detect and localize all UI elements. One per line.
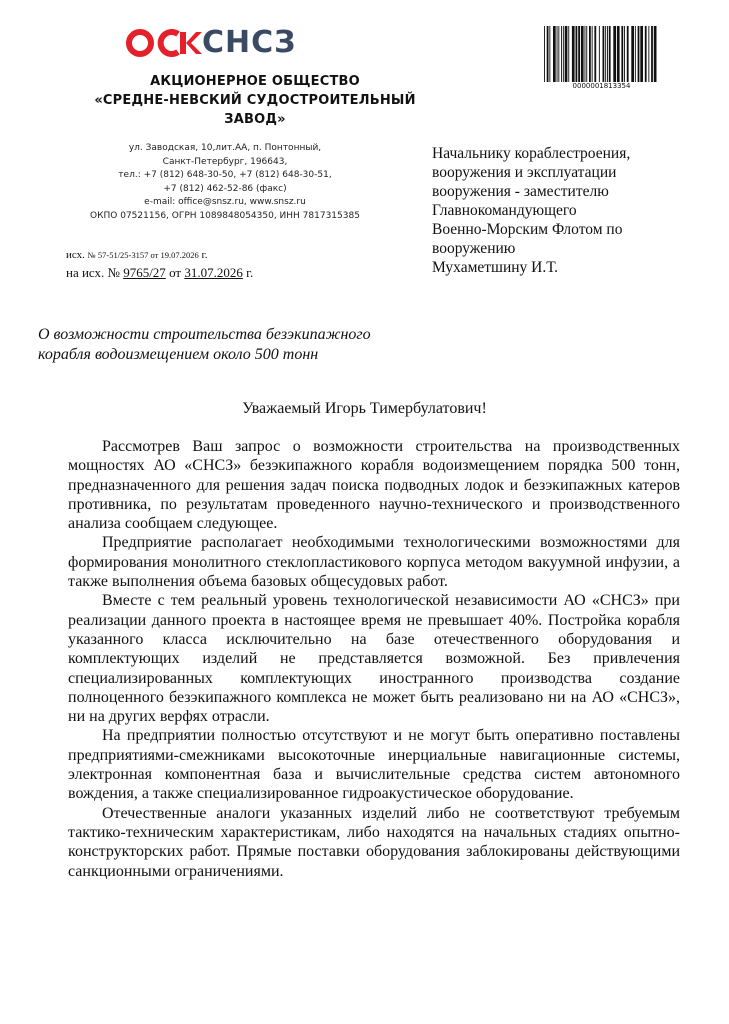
- company-logo: [126, 24, 297, 62]
- addressee-line: вооружению: [432, 240, 516, 257]
- barcode-bar: [576, 26, 578, 82]
- barcode-bar: [572, 26, 575, 82]
- barcode-bar: [654, 26, 657, 82]
- barcode-number: 0000001813354: [572, 82, 631, 90]
- barcode-bar: [651, 26, 653, 82]
- barcode-bar: [627, 26, 629, 82]
- salutation: Уважаемый Игорь Тимербулатович!: [242, 400, 487, 417]
- barcode-bar: [613, 26, 616, 82]
- addressee-line: Главнокомандующего: [432, 202, 577, 219]
- barcode-bar: [561, 26, 562, 82]
- addressee-line: Военно-Морским Флотом по: [432, 221, 623, 238]
- barcode: [543, 26, 660, 82]
- barcode-bar: [624, 26, 625, 82]
- contact-line: ул. Заводская, 10,лит.АА, п. Понтонный,: [128, 143, 322, 153]
- barcode-bar: [544, 26, 545, 82]
- barcode-bar: [581, 26, 584, 82]
- incoming-mid: от: [169, 265, 182, 280]
- outgoing-suffix: г.: [201, 249, 208, 261]
- incoming-number: 9765/27: [123, 265, 166, 280]
- barcode-bar: [635, 26, 636, 82]
- incoming-date: 31.07.2026: [184, 265, 243, 280]
- barcode-bar: [549, 26, 550, 82]
- body-paragraph: Предприятие располагает необходимыми технологическими возможностями для формирования монолитного стеклопластикового корпуса методом вакуумной инфузии, а также выполнения объема базовых общесудовых работ.: [68, 534, 680, 591]
- incoming-reference: [66, 265, 253, 281]
- barcode-bar: [565, 26, 568, 82]
- contact-line: +7 (812) 462-52-86 (факс): [163, 183, 287, 194]
- subject-line: корабля водоизмещением около 500 тонн: [38, 346, 319, 363]
- barcode-bar: [563, 26, 564, 82]
- body-paragraph: На предприятии полностью отсутствуют и не могут быть оперативно поставлены предприятиями-смежниками высокоточные инерциальные навигационные системы, электронная компонентная база и вычислительные средства систем автономного вождения, а также специализированное гидроакустическое оборудование.: [68, 727, 680, 803]
- barcode-bar: [557, 26, 558, 82]
- contact-line: Санкт-Петербург, 196643,: [162, 156, 288, 167]
- company-line-1: АКЦИОНЕРНОЕ ОБЩЕСТВО: [150, 74, 360, 89]
- barcode-bar: [586, 26, 587, 82]
- barcode-bar: [589, 26, 591, 82]
- barcode-bar: [631, 26, 634, 82]
- body-paragraph: Отечественные аналоги указанных изделий либо не соответствуют требуемым тактико-техническим характеристикам, либо находятся на начальных стадиях опытно-конструкторских работ. Прямые поставки оборудования заблокированы действующими санкционными ограничениями.: [68, 804, 680, 880]
- letter-body: [68, 437, 680, 881]
- barcode-bar: [553, 26, 556, 82]
- outgoing-reference: [66, 249, 208, 261]
- barcode-bar: [621, 26, 623, 82]
- barcode-bar: [645, 26, 647, 82]
- contact-line: e-mail: office@snsz.ru, www.snsz.ru: [144, 197, 306, 208]
- addressee-line: вооружения - заместителю: [432, 183, 609, 200]
- barcode-bar: [609, 26, 611, 82]
- contact-line: тел.: +7 (812) 648-30-50, +7 (812) 648-30-51,: [118, 170, 332, 181]
- barcode-bar: [605, 26, 606, 82]
- body-paragraph: Вместе с тем реальный уровень технологической независимости АО «СНСЗ» при реализации данного проекта в настоящее время не превышает 40%. Постройка корабля указанного класса исключительно на базе отечественного оборудования и комплектующих изделий не представляется возможной. Без привлечения специализированных комплектующих иностранного производства создание полноценного безэкипажного комплекса не может быть реализовано ни на АО «СНСЗ», ни на других верфях отрасли.: [68, 592, 680, 726]
- barcode-bar: [592, 26, 593, 82]
- contact-line: ОКПО 07521156, ОГРН 1089848054350, ИНН 7817315385: [90, 210, 360, 221]
- barcode-bar: [607, 26, 608, 82]
- company-line-2: «СРЕДНЕ-НЕВСКИЙ СУДОСТРОИТЕЛЬНЫЙ ЗАВОД»: [94, 93, 416, 127]
- barcode-bar: [547, 26, 549, 82]
- addressee-line: вооружения и эксплуатации: [432, 164, 617, 181]
- barcode-bar: [599, 26, 600, 82]
- incoming-suffix: г.: [246, 265, 254, 280]
- letter-subject: [38, 325, 468, 365]
- barcode-bar: [585, 26, 586, 82]
- barcode-bar: [638, 26, 640, 82]
- addressee-line: Мухаметшину И.Т.: [432, 259, 559, 276]
- subject-line: О возможности строительства безэкипажного: [38, 326, 371, 343]
- barcode-bar: [617, 26, 620, 82]
- incoming-prefix: на исх. №: [66, 265, 120, 280]
- barcode-bar: [640, 26, 643, 82]
- barcode-bar: [603, 26, 605, 82]
- outgoing-prefix: исх.: [66, 249, 85, 261]
- logo-text: СНСЗ: [202, 25, 297, 60]
- logo-mark-icon: [126, 24, 202, 62]
- outgoing-number: № 57-51/25-3157 от 19.07.2026: [87, 250, 199, 260]
- barcode-bar: [578, 26, 580, 82]
- barcode-bar: [568, 26, 569, 82]
- company-name: [90, 72, 420, 129]
- barcode-bar: [648, 26, 649, 82]
- body-paragraph: Рассмотрев Ваш запрос о возможности строительства на производственных мощностях АО «СНСЗ» безэкипажного корабля водоизмещением порядка 500 тонн, предназначенного для решения задач поиска подводных лодок и безэкипажных катеров противника, по результатам проведенного научно-технического и производственного анализа сообщаем следующее.: [68, 438, 680, 533]
- addressee-line: Начальнику кораблестроения,: [432, 145, 631, 162]
- barcode-bar: [558, 26, 559, 82]
- addressee-block: [432, 144, 702, 277]
- barcode-bar: [594, 26, 596, 82]
- contact-block: [60, 142, 390, 224]
